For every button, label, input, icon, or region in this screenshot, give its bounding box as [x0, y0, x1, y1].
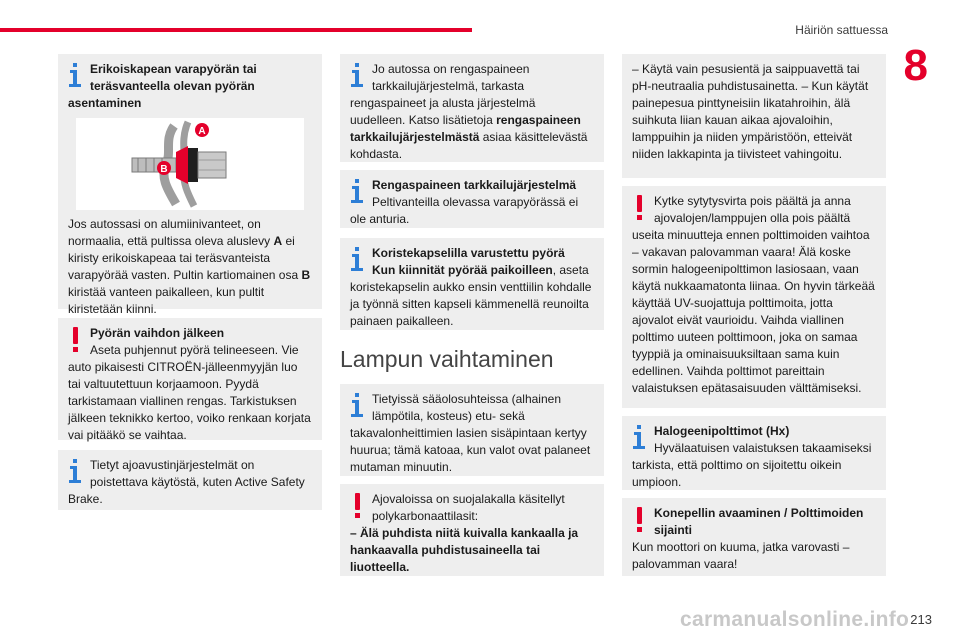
warning-box-bonnet [622, 498, 886, 576]
box-body: Kun moottori on kuuma, jatka varovasti – palovamman vaara! [632, 540, 850, 571]
info-box-spare-wheel [58, 54, 322, 316]
section-title: Häiriön sattuessa [795, 23, 888, 37]
section-heading: Lampun vaihtaminen [340, 346, 554, 372]
info-box-cleaning [622, 54, 886, 178]
page-number: 213 [910, 612, 932, 627]
info-icon [350, 63, 364, 89]
warning-icon [68, 327, 82, 353]
box-body: Kytke sytytysvirta pois päältä ja anna ajovalojen/lamppujen olla pois päältä useita minuutteja ennen polttimoiden vaihtoa – vakavan palovamman vaara! Älä koske sormin halogeenipolttimon lasiosaan, vaan käytä nukkaamatonta liinaa. On hyvin tärkeää käyttää UV-suojattuja polttimoita, jotta ajovalot eivät vaurioidu. Vaihda viallinen polttimo uuteen polttimoon, joka on samaa tyyppiä ja ominaisuuksiltaan sama kuin edellinen. Vaihda polttimot pareittain valaistuksen epätasaisuuden välttämiseksi. [632, 194, 875, 395]
box-body-bold: – Älä puhdista niitä kuivalla kankaalla ja hankaavalla puhdistusaineella tai liuotteella. [350, 526, 579, 574]
info-icon [350, 179, 364, 205]
box-body: Tietyt ajoavustinjärjestelmät on poistettava käytöstä, kuten Active Safety Brake. [68, 458, 305, 506]
box-title: Rengaspaineen tarkkailujärjestelmä [372, 178, 577, 192]
warning-box-polycarbonate [340, 484, 604, 576]
info-box-condensation [340, 384, 604, 476]
box-body: – Käytä vain pesusientä ja saippuavettä tai pH-neutraalia puhdistusainetta. – Kun käytät painepesua pinttyneisiin likatahroihin, älä suihkuta liian kauan aikaa ajovaloihin, lamppuihin ja niiden ympäristöön, etteivät niiden lakkapinta ja tiivisteet vahingoitu. [632, 62, 869, 161]
info-box-halogen-bulbs [622, 416, 886, 490]
wheel-bolt-diagram [76, 118, 306, 210]
warning-icon [632, 195, 646, 221]
warning-icon [632, 507, 646, 533]
warning-box-after-wheel-change [58, 318, 322, 440]
info-icon [350, 393, 364, 419]
info-box-tyre-pressure-reset [340, 54, 604, 162]
box-body: Aseta puhjennut pyörä telineeseen. Vie auto pikaisesti CITROËN-jälleenmyyjän luo tai valtuutettuun korjaamoon. Pyydä tarkistamaan viallinen rengas. Tarkistuksen jälkeen teknikko kertoo, voiko renkaan korjata vai pitääkö se vaihtaa. [68, 343, 311, 442]
svg-text:B: B [160, 164, 168, 175]
box-body: Hyvälaatuisen valaistuksen takaamiseksi tarkista, että polttimo on sijoitettu oikein umpioon. [632, 441, 872, 489]
header-accent-bar [0, 28, 472, 32]
info-icon [68, 63, 82, 89]
box-body: Jo autossa on rengaspaineen tarkkailujärjestelmä, tarkasta rengaspaineet ja alusta järjestelmä uudelleen. Katso lisätietoja rengaspaineen tarkkailujärjestelmästä asiaa käsittelevästä kohdasta. [350, 62, 588, 161]
box-title: Halogeenipolttimot (Hx) [654, 424, 790, 438]
box-title: Konepellin avaaminen / Polttimoiden sijainti [654, 506, 864, 537]
info-icon [68, 459, 82, 485]
chapter-number: 8 [903, 41, 928, 90]
box-title: Koristekapselilla varustettu pyörä [372, 246, 565, 260]
box-title: Erikoiskapean varapyörän tai teräsvanteella olevan pyörän asentaminen [68, 62, 257, 110]
box-body: Tietyissä sääolosuhteissa (alhainen lämpötila, kosteus) etu- sekä takavalonheittimien lasien sisäpintaan kertyy huurua; tämä katoaa, kun valot ovat palaneet mutaman minuutin. [350, 392, 591, 474]
warning-box-bulb-replacement [622, 186, 886, 408]
info-box-tpms [340, 170, 604, 228]
warning-icon [350, 493, 364, 519]
watermark: carmanualsonline.info [680, 608, 910, 631]
box-body: Jos autossasi on alumiinivanteet, on normaalia, että pultissa oleva aluslevy A ei kiristy erikoiskapeaa tai teräsvanteista varapyörää vasten. Pultin kartiomainen osa B kiristää vanteen paikalleen, kun pultit kiristetään kiinni. [68, 217, 311, 316]
info-box-driving-aids [58, 450, 322, 510]
wheel-bolt-illustration [76, 118, 304, 210]
box-body: Kun kiinnität pyörää paikoilleen, aseta koristekapselin aukko ensin venttiilin kohdalle ja työnnä sitten kapseli kämmenellä reunoilta painaen paikalleen. [350, 263, 592, 328]
box-title: Pyörän vaihdon jälkeen [90, 326, 225, 340]
info-icon [632, 425, 646, 451]
box-body: Peltivanteilla olevassa varapyörässä ei ole anturia. [350, 195, 579, 226]
box-body: Ajovaloissa on suojalakalla käsitellyt polykarbonaattilasit: [372, 492, 565, 523]
info-box-hubcap [340, 238, 604, 330]
info-icon [350, 247, 364, 273]
svg-text:A: A [198, 126, 206, 137]
